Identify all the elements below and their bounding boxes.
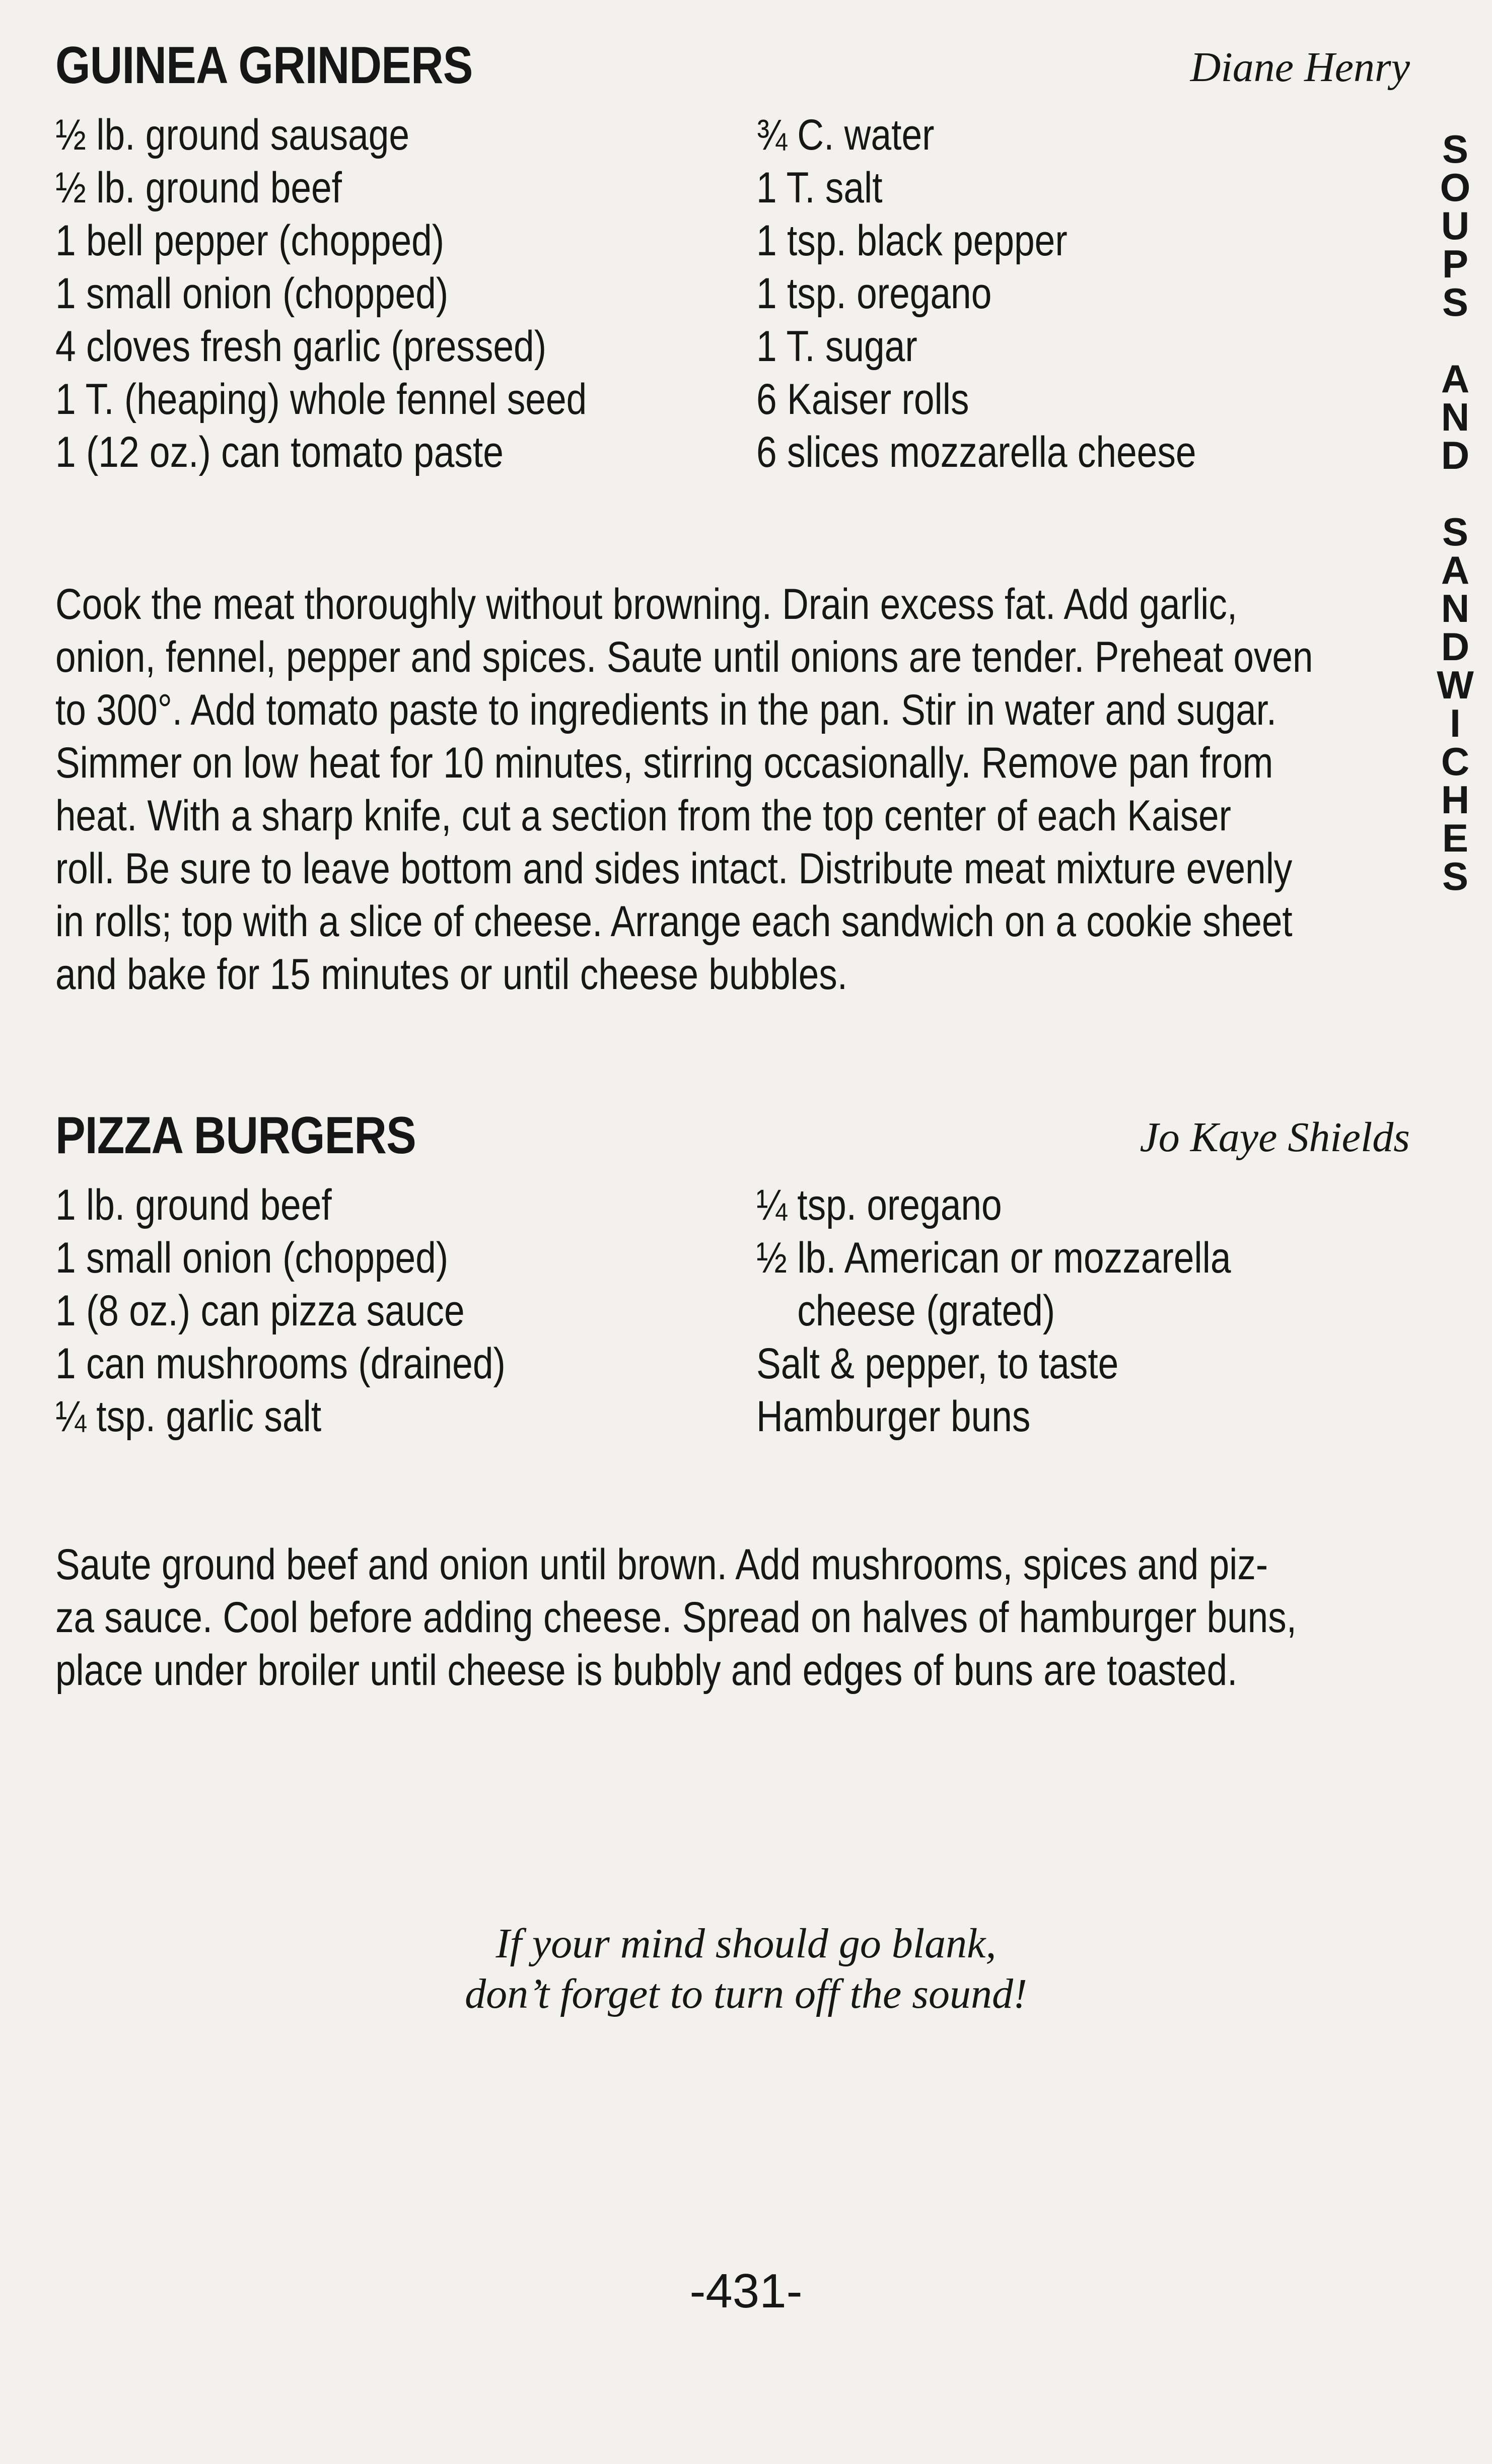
ingredient-item: Salt & pepper, to taste	[756, 1340, 1119, 1388]
ingredient-item: 4 cloves fresh garlic (pressed)	[55, 322, 547, 371]
page-number: -431-	[689, 2264, 803, 2318]
directions-line: in rolls; top with a slice of cheese. Arrange each sandwich on a cookie sheet	[55, 897, 1293, 946]
side-tab-letter: N	[1441, 395, 1470, 439]
ingredient-item: 1 tsp. oregano	[756, 269, 992, 318]
quote-line: don’t forget to turn off the sound!	[465, 1970, 1027, 2017]
ingredient-item: 1 small onion (chopped)	[55, 269, 449, 318]
recipe-guinea-grinders	[55, 35, 1410, 999]
directions-line: heat. With a sharp knife, cut a section from the top center of each Kaiser	[55, 792, 1231, 840]
recipe-author: Jo Kaye Shields	[1140, 1114, 1410, 1161]
ingredient-item: ¾ C. water	[756, 111, 935, 159]
ingredient-item: 6 slices mozzarella cheese	[756, 428, 1196, 476]
ingredient-item: ½ lb. ground beef	[55, 164, 342, 212]
directions-line: place under broiler until cheese is bubbly and edges of buns are toasted.	[55, 1646, 1238, 1695]
side-tab-letter: D	[1441, 624, 1470, 669]
recipe-header	[55, 1105, 1410, 1166]
ingredient-item: cheese (grated)	[756, 1287, 1055, 1335]
recipe-title: GUINEA GRINDERS	[55, 36, 473, 95]
ingredient-item: 1 T. salt	[756, 164, 883, 212]
ingredient-item: 1 can mushrooms (drained)	[55, 1340, 506, 1388]
side-tab-letter: N	[1441, 586, 1470, 630]
ingredient-item: ¼ tsp. oregano	[756, 1181, 1002, 1229]
directions-line: and bake for 15 minutes or until cheese bubbles.	[55, 950, 848, 999]
directions-line: Simmer on low heat for 10 minutes, stirring occasionally. Remove pan from	[55, 739, 1273, 787]
ingredient-list	[55, 1179, 1410, 1443]
side-tab-letter: O	[1440, 165, 1471, 209]
ingredient-column-left	[55, 109, 750, 479]
ingredient-item: 1 T. (heaping) whole fennel seed	[55, 375, 587, 424]
ingredient-column-right	[756, 109, 1406, 479]
recipe-directions	[55, 1538, 1410, 1697]
side-tab-letter: E	[1442, 816, 1469, 860]
ingredient-item: 1 T. sugar	[756, 322, 917, 371]
ingredient-item: ½ lb. ground sausage	[55, 111, 410, 159]
ingredient-item: 6 Kaiser rolls	[756, 375, 969, 424]
side-tab-letter: S	[1442, 854, 1469, 898]
recipe-directions	[55, 578, 1410, 1001]
ingredient-item: ½ lb. American or mozzarella	[756, 1234, 1231, 1282]
ingredient-item: Hamburger buns	[756, 1392, 1031, 1441]
directions-line: Cook the meat thoroughly without browning. Drain excess fat. Add garlic,	[55, 580, 1238, 628]
directions-line: Saute ground beef and onion until brown. Add mushrooms, spices and piz-	[55, 1540, 1268, 1589]
side-tab-letter: A	[1441, 548, 1470, 592]
side-tab-letter: I	[1450, 701, 1461, 745]
side-tab-letter: H	[1441, 778, 1470, 822]
side-tab-letter: D	[1441, 433, 1470, 477]
side-tab-letter: P	[1442, 242, 1469, 286]
ingredient-item: 1 (8 oz.) can pizza sauce	[55, 1287, 465, 1335]
ingredient-column-left	[55, 1179, 750, 1443]
ingredient-item: ¼ tsp. garlic salt	[55, 1392, 322, 1441]
ingredient-list	[55, 109, 1410, 479]
recipe-pizza-burgers	[55, 1105, 1410, 1695]
section-side-tab	[1433, 127, 1478, 898]
ingredient-item: 1 lb. ground beef	[55, 1181, 332, 1229]
directions-line: roll. Be sure to leave bottom and sides intact. Distribute meat mixture evenly	[55, 844, 1293, 893]
side-tab-letter: W	[1437, 663, 1474, 707]
side-tab-word	[1433, 357, 1478, 477]
side-tab-letter: A	[1441, 357, 1470, 401]
directions-line: za sauce. Cool before adding cheese. Spread on halves of hamburger buns,	[55, 1593, 1297, 1642]
ingredient-item: 1 tsp. black pepper	[756, 217, 1068, 265]
ingredient-item: 1 bell pepper (chopped)	[55, 217, 445, 265]
directions-line: onion, fennel, pepper and spices. Saute until onions are tender. Preheat oven	[55, 633, 1313, 681]
recipe-header	[55, 35, 1410, 96]
closing-quote	[0, 1919, 1492, 2019]
ingredient-item: 1 small onion (chopped)	[55, 1234, 449, 1282]
quote-line: If your mind should go blank,	[495, 1920, 997, 1967]
ingredient-column-right	[756, 1179, 1406, 1443]
directions-line: to 300°. Add tomato paste to ingredients in the pan. Stir in water and sugar.	[55, 686, 1277, 734]
side-tab-letter: U	[1441, 203, 1470, 248]
ingredient-item: 1 (12 oz.) can tomato paste	[55, 428, 504, 476]
recipe-title: PIZZA BURGERS	[55, 1106, 416, 1165]
recipe-author: Diane Henry	[1190, 44, 1410, 91]
side-tab-word	[1433, 510, 1478, 898]
side-tab-letter: S	[1442, 510, 1469, 554]
side-tab-letter: S	[1442, 127, 1469, 171]
side-tab-word	[1433, 127, 1478, 324]
side-tab-letter: S	[1442, 280, 1469, 324]
side-tab-letter: C	[1441, 739, 1470, 784]
